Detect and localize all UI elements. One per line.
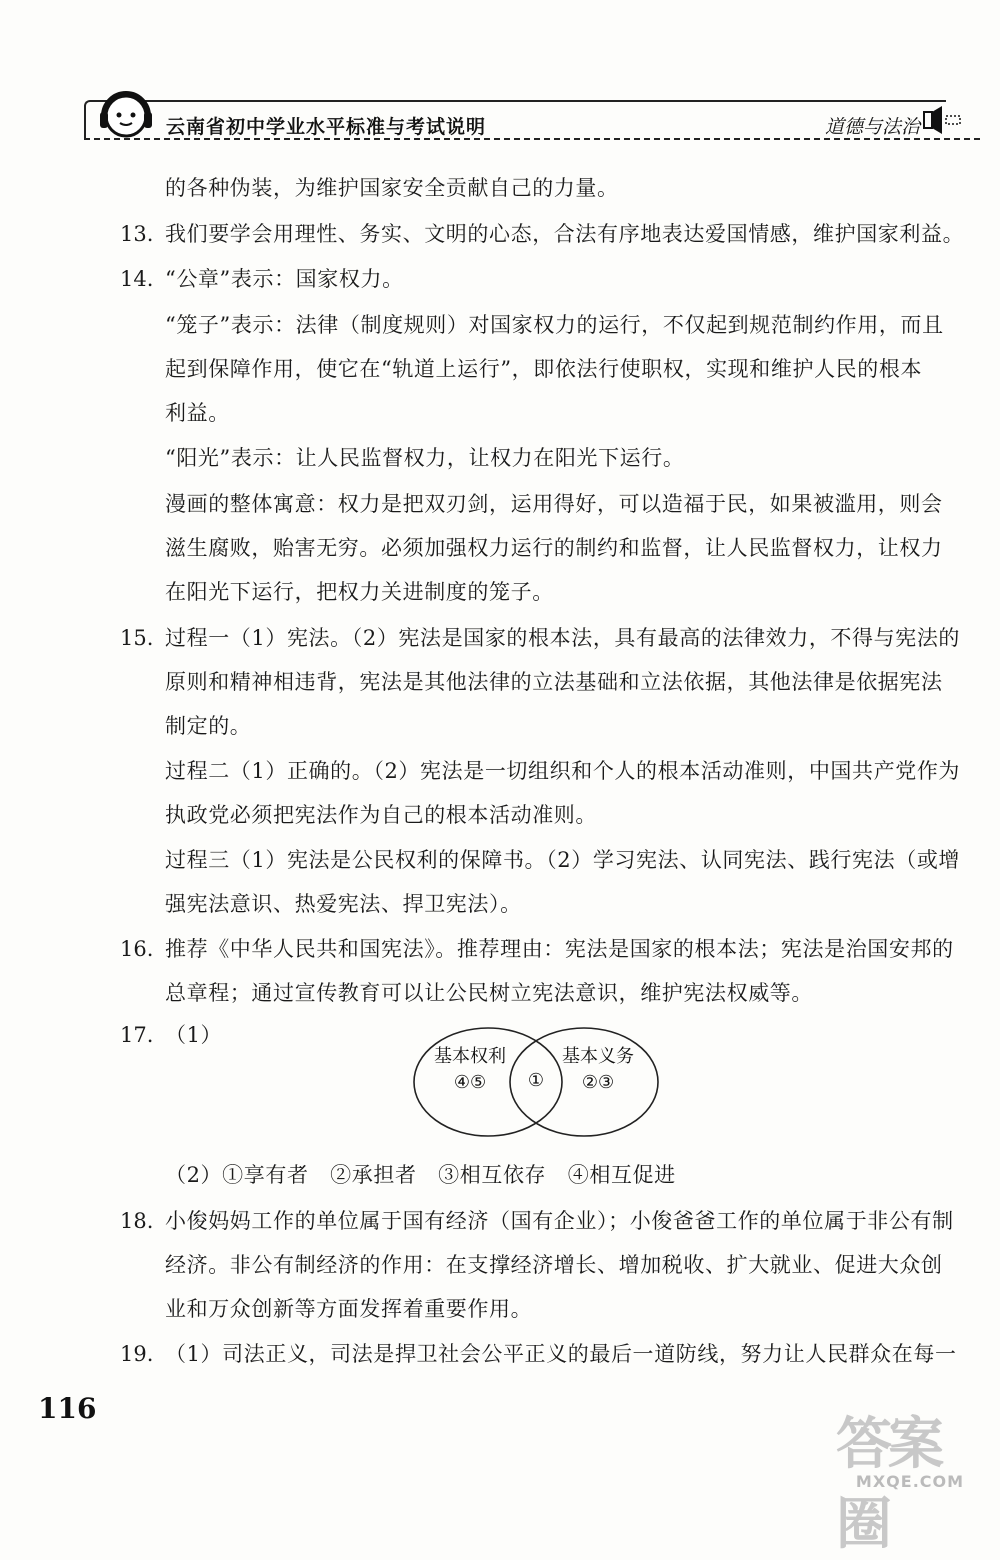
text-line: 过程三（1）宪法是公民权利的保障书。（2）学习宪法、认同宪法、践行宪法（或增	[165, 848, 961, 872]
text-line: 过程二（1）正确的。（2）宪法是一切组织和个人的根本活动准则，中国共产党作为	[165, 759, 961, 783]
text-line: 原则和精神相违背，宪法是其他法律的立法基础和立法依据，其他法律是依据宪法	[165, 670, 943, 694]
text-line: （1）	[165, 1023, 223, 1047]
text-line: 小俊妈妈工作的单位属于国有经济（国有企业）；小俊爸爸工作的单位属于非公有制	[165, 1209, 954, 1233]
page-header	[84, 88, 980, 148]
text-line: （1）司法正义，司法是捍卫社会公平正义的最后一道防线，努力让人民群众在每一	[165, 1342, 957, 1366]
text-line: （2）①享有者 ②承担者 ③相互依存 ④相互促进	[165, 1163, 676, 1187]
text-line: “阳光”表示：让人民监督权力，让权力在阳光下运行。	[165, 446, 685, 470]
text-line: 推荐《中华人民共和国宪法》。推荐理由：宪法是国家的根本法；宪法是治国安邦的	[165, 937, 954, 961]
text-line: 起到保障作用，使它在“轨道上运行”，即依法行使职权，实现和维护人民的根本	[165, 357, 923, 381]
text-line: 过程一（1）宪法。（2）宪法是国家的根本法，具有最高的法律效力，不得与宪法的	[165, 626, 961, 650]
text-line: 制定的。	[165, 714, 252, 738]
subject-title: 道德与法治	[824, 116, 920, 138]
text-line: 强宪法意识、热爱宪法、捍卫宪法）。	[165, 892, 522, 916]
text-line: 利益。	[165, 401, 230, 425]
watermark-logo: 答案圈	[836, 1412, 940, 1557]
venn-diagram	[408, 1024, 668, 1144]
watermark	[830, 1400, 990, 1557]
text-line: 漫画的整体寓意：权力是把双刃剑，运用得好，可以造福于民，如果被滥用，则会	[165, 492, 943, 516]
page-number: 116	[38, 1392, 97, 1425]
venn-right-items: ②③	[581, 1072, 615, 1093]
question-number: 13.	[120, 222, 154, 246]
headphone-mascot-icon	[98, 88, 154, 138]
text-line: 经济。非公有制经济的作用：在支撑经济增长、增加税收、扩大就业、促进大众创	[165, 1253, 943, 1277]
text-line: “笼子”表示：法律（制度规则）对国家权力的运行，不仅起到规范制约作用，而且	[165, 313, 944, 337]
watermark-site: MXQE.COM	[855, 1472, 965, 1491]
text-line: 在阳光下运行，把权力关进制度的笼子。	[165, 580, 554, 604]
text-line: 执政党必须把宪法作为自己的根本活动准则。	[165, 803, 597, 827]
text-line: “公章”表示：国家权力。	[165, 267, 404, 291]
question-number: 15.	[120, 626, 154, 650]
text-line: 的各种伪装，为维护国家安全贡献自己的力量。	[165, 176, 619, 200]
text-line: 我们要学会用理性、务实、文明的心态，合法有序地表达爱国情感，维护国家利益。	[165, 222, 965, 246]
venn-right-label: 基本义务	[562, 1046, 634, 1067]
question-number: 14.	[120, 267, 154, 291]
question-number: 19.	[120, 1342, 154, 1366]
text-line: 业和万众创新等方面发挥着重要作用。	[165, 1297, 533, 1321]
question-number: 17.	[120, 1023, 154, 1047]
question-number: 18.	[120, 1209, 154, 1233]
venn-left-items: ④⑤	[453, 1072, 487, 1093]
venn-left-label: 基本权利	[434, 1046, 506, 1067]
question-number: 16.	[120, 937, 154, 961]
text-line: 总章程；通过宣传教育可以让公民树立宪法意识，维护宪法权威等。	[165, 981, 813, 1005]
venn-center-item: ①	[527, 1070, 545, 1091]
book-title: 云南省初中学业水平标准与考试说明	[166, 116, 487, 138]
text-line: 滋生腐败，贻害无穷。必须加强权力运行的制约和监督，让人民监督权力，让权力	[165, 536, 943, 560]
speaker-icon	[922, 106, 962, 134]
